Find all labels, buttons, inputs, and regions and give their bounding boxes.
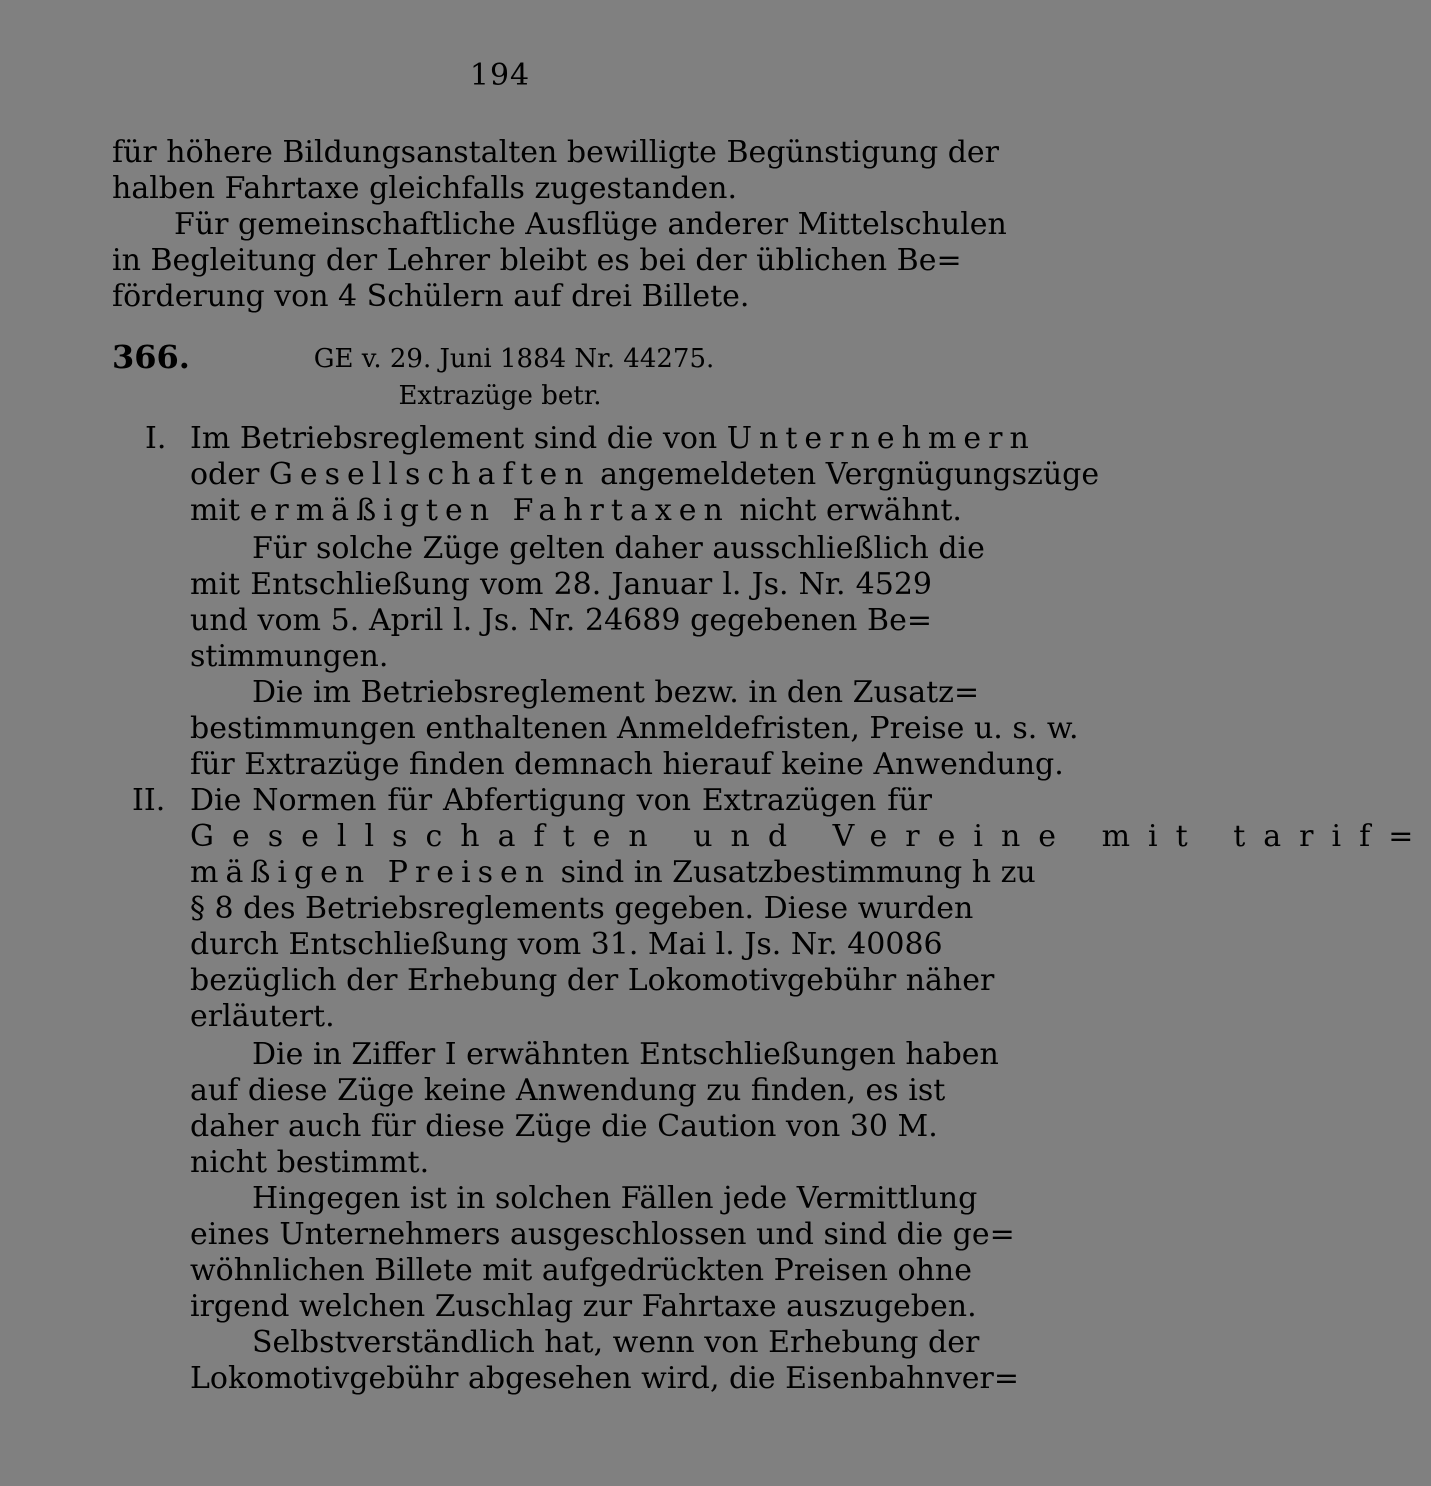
part2-line: Gesellschaften und Vereine mit tarif= (190, 819, 1431, 854)
intro-line: halben Fahrtaxe gleichfalls zugestanden. (112, 171, 738, 206)
page-number: 194 (469, 58, 531, 93)
intro-line: in Begleitung der Lehrer bleibt es bei der üblichen Be= (112, 243, 962, 278)
part2-line: irgend welchen Zuschlag zur Fahrtaxe auszugeben. (190, 1289, 977, 1324)
part2-line: § 8 des Betriebsreglements gegeben. Diese wurden (190, 891, 974, 926)
part1-line: oder Gesellschaften angemeldeten Vergnügungszüge (190, 457, 1100, 492)
part2-line: durch Entschließung vom 31. Mai l. Js. Nr. 40086 (190, 927, 943, 962)
part1-line: stimmungen. (190, 639, 389, 674)
part1-line: und vom 5. April l. Js. Nr. 24689 gegebenen Be= (190, 603, 932, 638)
part1-line: Für solche Züge gelten daher ausschließlich die (252, 531, 985, 566)
intro-line: förderung von 4 Schülern auf drei Billete. (112, 279, 750, 314)
part1-line: für Extrazüge finden demnach hierauf keine Anwendung. (190, 747, 1064, 782)
part2-line: erläutert. (190, 999, 335, 1034)
part2-line: bezüglich der Erhebung der Lokomotivgebühr näher (190, 963, 995, 998)
section-heading: GE v. 29. Juni 1884 Nr. 44275. (313, 344, 715, 374)
part2-line: Lokomotivgebühr abgesehen wird, die Eisenbahnver= (190, 1361, 1019, 1396)
part1-line: bestimmungen enthaltenen Anmeldefristen, Preise u. s. w. (190, 711, 1079, 746)
part2-line: Selbstverständlich hat, wenn von Erhebung der (252, 1325, 980, 1360)
intro-line: Für gemeinschaftliche Ausflüge anderer Mittelschulen (174, 207, 1007, 242)
part-marker-i: I. (145, 421, 167, 456)
part2-line: mäßigen Preisen sind in Zusatzbestimmung h zu (190, 855, 1036, 890)
part1-line: Die im Betriebsreglement bezw. in den Zusatz= (252, 675, 980, 710)
part2-line: eines Unternehmers ausgeschlossen und sind die ge= (190, 1217, 1015, 1252)
part2-line: wöhnlichen Billete mit aufgedrückten Preisen ohne (190, 1253, 972, 1288)
part1-line: mit Entschließung vom 28. Januar l. Js. Nr. 4529 (190, 567, 932, 602)
section-subheading: Extrazüge betr. (398, 381, 602, 411)
part1-line: mit ermäßigten Fahrtaxen nicht erwähnt. (190, 493, 962, 528)
part-marker-ii: II. (132, 783, 166, 818)
intro-line: für höhere Bildungsanstalten bewilligte Begünstigung der (112, 135, 1000, 170)
section-number: 366. (112, 338, 190, 376)
part1-line: Im Betriebsreglement sind die von Unternehmern (190, 421, 1036, 456)
part2-line: Die Normen für Abfertigung von Extrazügen für (190, 783, 932, 818)
part2-line: nicht bestimmt. (190, 1145, 430, 1180)
part2-line: Hingegen ist in solchen Fällen jede Vermittlung (252, 1181, 978, 1216)
part2-line: auf diese Züge keine Anwendung zu finden, es ist (190, 1073, 946, 1108)
part2-line: Die in Ziffer I erwähnten Entschließungen haben (252, 1037, 999, 1072)
part2-line: daher auch für diese Züge die Caution von 30 M. (190, 1109, 938, 1144)
